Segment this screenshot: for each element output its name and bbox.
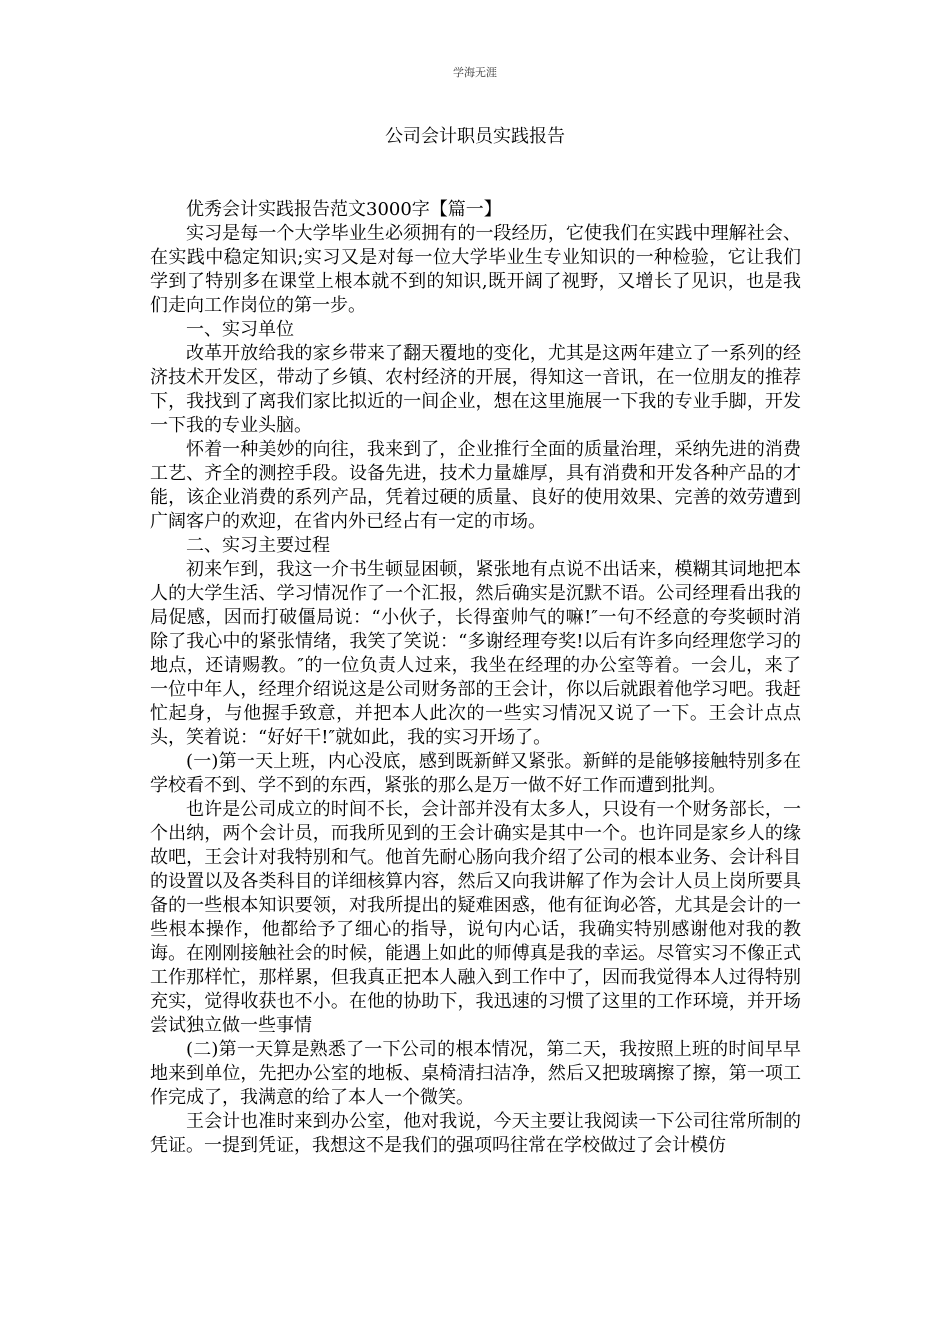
section-heading: 二、实习主要过程	[186, 535, 330, 556]
paragraph: 初来乍到，我这一介书生顿显困顿，紧张地有点说不出话来，模糊其词地把本人的大学生活、学习情况作了一个汇报，然后确实是沉默不语。公司经理看出我的局促感，因而打破僵局说：“小伙子，长得蛮帅气的嘛!″一句不经意的夸奖顿时消除了我心中的紧张情绪，我笑了笑说：“多谢经理夸奖!以后有许多向经理您学习的地点，还请赐教。″的一位负责人过来，我坐在经理的办公室等着。一会儿，来了一位中年人，经理介绍说这是公司财务部的王会计，你以后就跟着他学习吧。我赶忙起身，与他握手致意，并把本人此次的一些实习情况又说了一下。王会计点点头，笑着说：“好好干!″就如此，我的实习开场了。	[150, 559, 801, 748]
section-heading: 一、实习单位	[186, 319, 294, 340]
paragraph: 实习是每一个大学毕业生必须拥有的一段经历，它使我们在实践中理解社会、在实践中稳定知识;实习又是对每一位大学毕业生专业知识的一种检验，它让我们学到了特别多在课堂上根本就不到的知识,既开阔了视野，又增长了见识，也是我们走向工作岗位的第一步。	[150, 223, 801, 316]
document-body	[150, 198, 801, 1158]
paragraph-subtitle: 优秀会计实践报告范文3000字【篇一】	[186, 199, 502, 220]
document-title: 公司会计职员实践报告	[385, 126, 565, 147]
paragraph: 怀着一种美妙的向往，我来到了，企业推行全面的质量治理，采纳先进的消费工艺、齐全的测控手段。设备先进，技术力量雄厚，具有消费和开发各种产品的才能，该企业消费的系列产品，凭着过硬的质量、良好的使用效果、完善的效劳遭到广阔客户的欢迎，在省内外已经占有一定的市场。	[150, 439, 801, 532]
paragraph: (一)第一天上班，内心没底，感到既新鲜又紧张。新鲜的是能够接触特别多在学校看不到、学不到的东西，紧张的那么是万一做不好工作而遭到批判。	[150, 751, 801, 796]
paragraph: 也许是公司成立的时间不长，会计部并没有太多人，只设有一个财务部长，一个出纳，两个会计员，而我所见到的王会计确实是其中一个。也许同是家乡人的缘故吧，王会计对我特别和气。他首先耐心肠向我介绍了公司的根本业务、会计科目的设置以及各类科目的详细核算内容，然后又向我讲解了作为会计人员上岗所要具备的一些根本知识要领，对我所提出的疑难困惑，他有征询必答，尤其是会计的一些根本操作，他都给予了细心的指导，说句内心话，我确实特别感谢他对我的教诲。在刚刚接触社会的时候，能遇上如此的师傅真是我的幸运。尽管实习不像正式工作那样忙，那样累，但我真正把本人融入到工作中了，因而我觉得本人过得特别充实，觉得收获也不小。在他的协助下，我迅速的习惯了这里的工作环境，并开场尝试独立做一些事情	[150, 799, 801, 1036]
page-header: 学海无涯	[453, 66, 497, 79]
paragraph: (二)第一天算是熟悉了一下公司的根本情况，第二天，我按照上班的时间早早地来到单位，先把办公室的地板、桌椅清扫洁净，然后又把玻璃擦了擦，第一项工作完成了，我满意的给了本人一个微笑。	[150, 1039, 801, 1108]
paragraph: 改革开放给我的家乡带来了翻天覆地的变化，尤其是这两年建立了一系列的经济技术开发区，带动了乡镇、农村经济的开展，得知这一音讯，在一位朋友的推荐下，我找到了离我们家比拟近的一间企业，想在这里施展一下我的专业手脚，开发一下我的专业头脑。	[150, 343, 801, 436]
paragraph: 王会计也准时来到办公室，他对我说，今天主要让我阅读一下公司往常所制的凭证。一提到凭证，我想这不是我们的强项吗往常在学校做过了会计模仿	[150, 1111, 801, 1156]
